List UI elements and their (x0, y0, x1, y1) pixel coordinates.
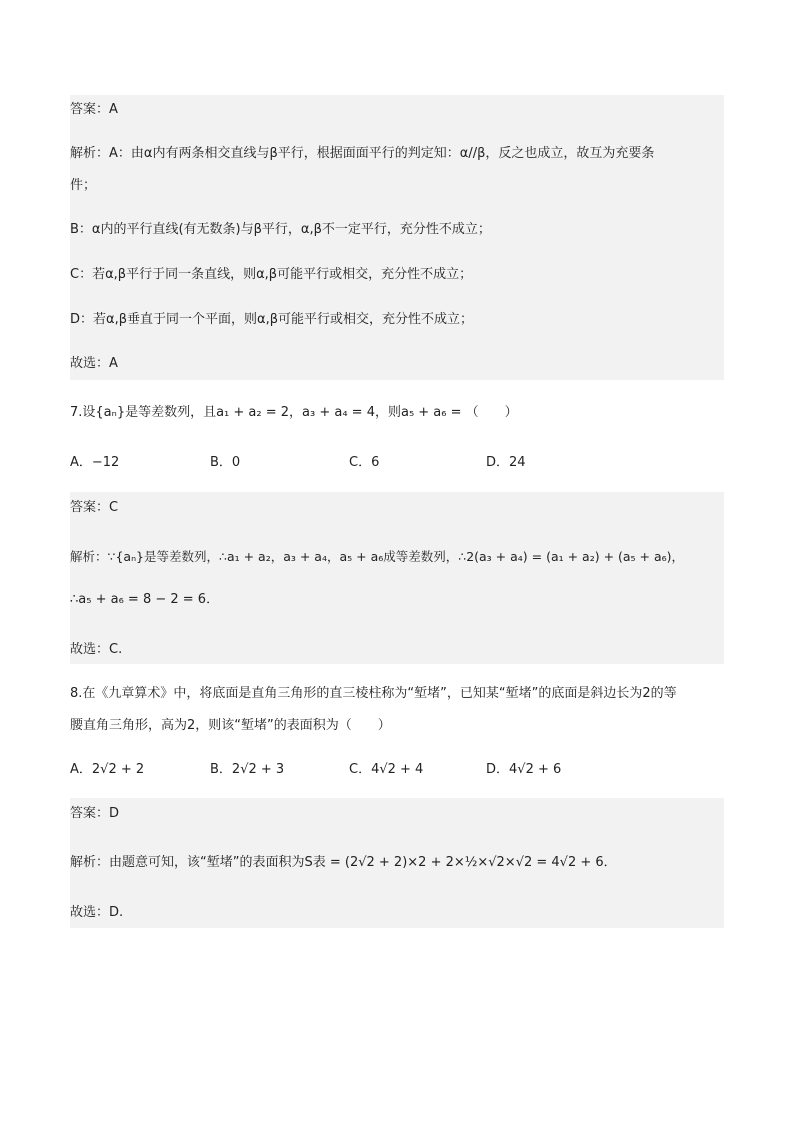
q8-option-b: B．2√2 + 3 (210, 762, 285, 777)
q7-options (70, 453, 724, 473)
q6-analysis-line2: 件； (70, 178, 97, 193)
q7-analysis-line2: ∴a₅ + a₆ = 8 − 2 = 6． (70, 592, 220, 607)
q8-analysis: 解析：由题意可知，该“堑堵”的表面积为S表 = (2√2 + 2)×2 + 2×½×√2×√2 = 4√2 + 6． (70, 855, 617, 870)
q7-option-d: D．24 (486, 455, 526, 470)
q6-option-b-analysis: B：α内的平行直线(有无数条)与β平行，α,β不一定平行，充分性不成立； (70, 222, 491, 237)
q7-option-a: A．−12 (70, 455, 120, 470)
q8-choice: 故选：D. (70, 905, 124, 920)
q8-stem-line2: 腰直角三角形，高为2，则该“堑堵”的表面积为（ ） (70, 718, 391, 733)
q6-option-d-analysis: D：若α,β垂直于同一个平面，则α,β可能平行或相交，充分性不成立； (70, 312, 474, 327)
q7-answer: 答案：C (70, 500, 119, 515)
q7-stem: 7.设{aₙ}是等差数列，且a₁ + a₂ = 2，a₃ + a₄ = 4，则a₅ + a₆ = （ ） (70, 405, 518, 420)
q8-stem-line1: 8.在《九章算术》中，将底面是直角三角形的直三棱柱称为“堑堵”，已知某“堑堵”的底面是斜边长为2的等 (70, 686, 677, 701)
q8-option-d: D．4√2 + 6 (486, 762, 562, 777)
q8-options (70, 760, 724, 780)
q6-choice: 故选：A (70, 356, 118, 371)
q7-choice: 故选：C. (70, 642, 123, 657)
q7-analysis-line1: 解析：∵{aₙ}是等差数列，∴a₁ + a₂，a₃ + a₄，a₅ + a₆成等差数列，∴2(a₃ + a₄) = (a₁ + a₂) + (a₅ + a₆)， (70, 549, 685, 564)
q8-option-c: C．4√2 + 4 (349, 762, 424, 777)
q6-answer: 答案：A (70, 102, 118, 117)
q6-option-c-analysis: C：若α,β平行于同一条直线，则α,β可能平行或相交，充分性不成立； (70, 267, 473, 282)
q7-option-c: C．6 (349, 455, 380, 470)
q8-answer: 答案：D (70, 806, 120, 821)
q6-analysis-line1: 解析：A：由α内有两条相交直线与β平行，根据面面平行的判定知：α//β，反之也成立，故互为充要条 (70, 146, 655, 161)
q7-option-b: B．0 (210, 455, 241, 470)
q8-option-a: A．2√2 + 2 (70, 762, 145, 777)
